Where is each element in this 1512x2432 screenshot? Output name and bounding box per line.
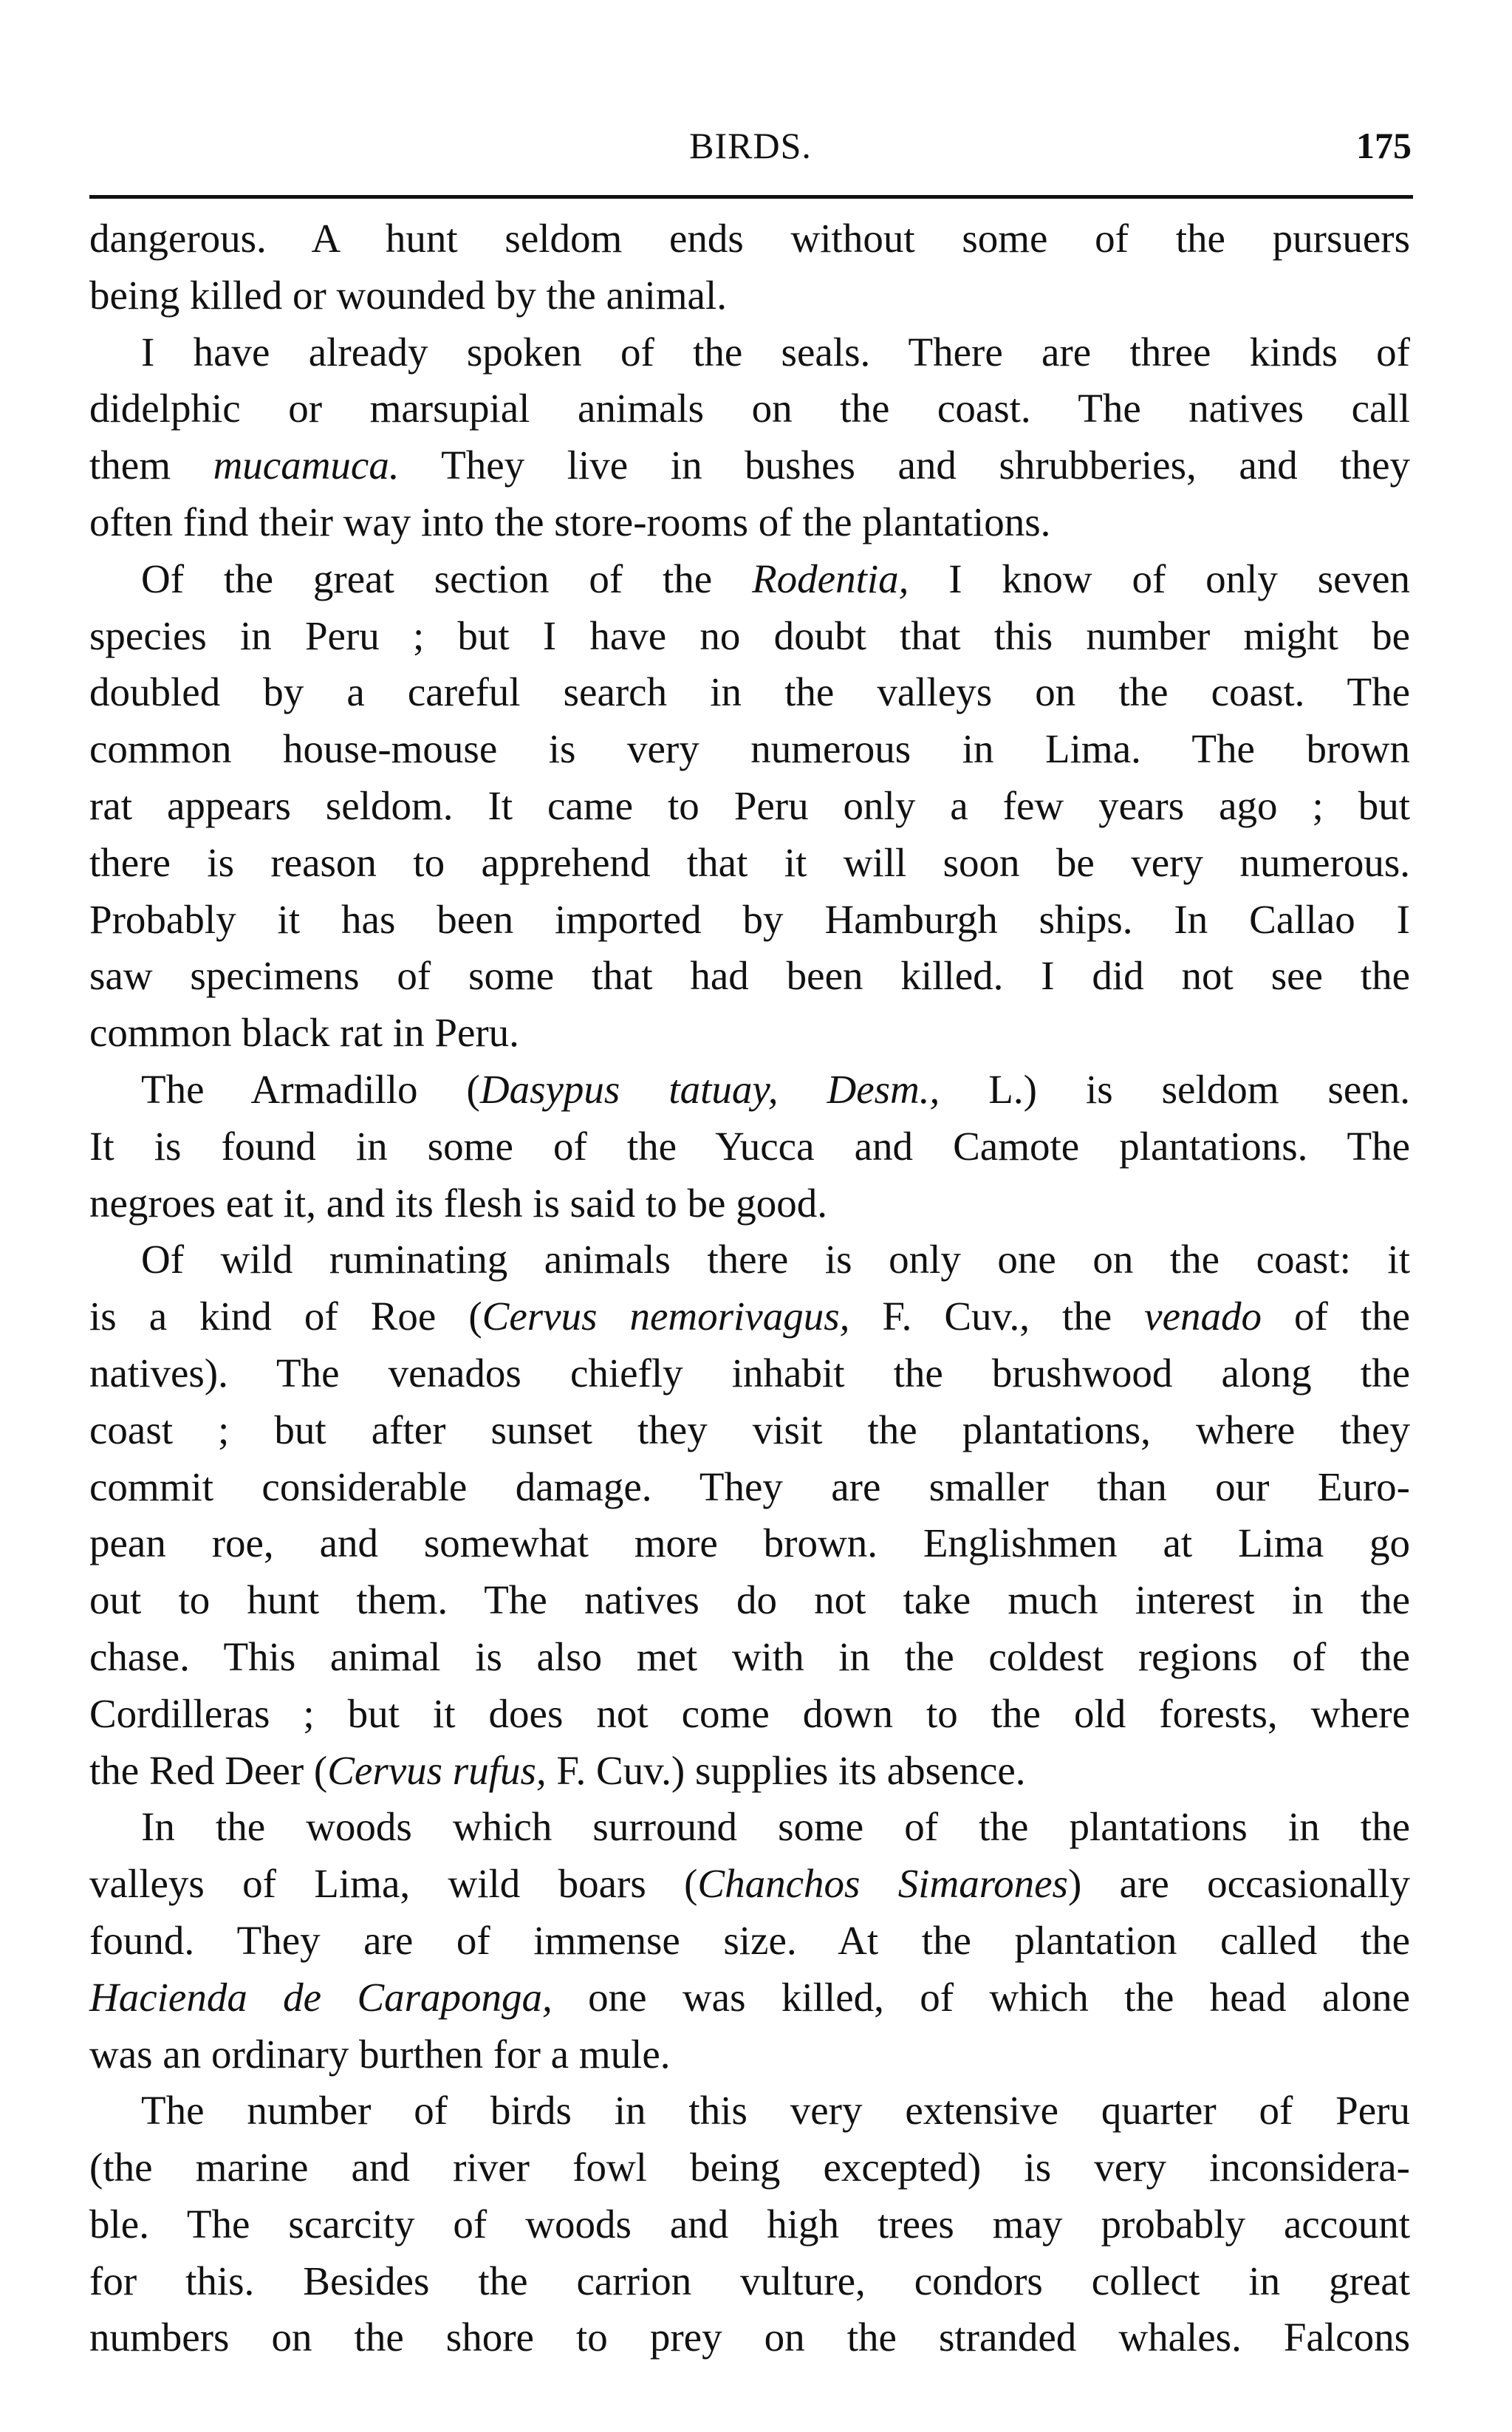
text-line (89, 664, 1410, 721)
text-line (89, 1913, 1410, 1970)
text-segment: common black rat in Peru. (89, 1010, 519, 1056)
text-segment: coast ; but after sunset they visit the plantations, where they (89, 1407, 1410, 1452)
text-line (89, 1743, 1410, 1800)
italic-text: Dasypus tatuay, Desm., (479, 1066, 940, 1112)
text-segment: common house-mouse is very numerous in Lima. The brown (89, 726, 1410, 772)
text-segment: rat appears seldom. It came to Peru only a few years ago ; but (89, 782, 1410, 828)
text-segment: found. They are of immense size. At the plantation called the (89, 1917, 1410, 1963)
text-segment: one was killed, of which the head alone (552, 1974, 1411, 2020)
text-line (89, 1118, 1410, 1175)
text-segment: often find their way into the store-rooms of the plantations. (89, 499, 1051, 544)
text-line (89, 380, 1410, 437)
text-line (89, 1062, 1410, 1118)
text-line (89, 1856, 1410, 1913)
text-segment: is a kind of Roe ( (89, 1294, 482, 1339)
text-segment: natives). The venados chiefly inhabit the brushwood along the (89, 1350, 1410, 1396)
text-segment: doubled by a careful search in the valleys on the coast. The (89, 669, 1410, 715)
text-segment: there is reason to apprehend that it will soon be very numerous. (89, 839, 1410, 885)
text-line (89, 1572, 1410, 1629)
italic-text: Hacienda de Caraponga, (89, 1974, 553, 2020)
text-line (89, 211, 1410, 267)
text-line (89, 2309, 1410, 2366)
text-line (89, 1629, 1410, 1686)
text-segment: commit considerable damage. They are smaller than our Euro- (89, 1463, 1410, 1509)
text-segment: them (89, 443, 213, 488)
italic-text: Chanchos Simarones (697, 1861, 1068, 1907)
text-line (89, 2026, 1410, 2083)
text-segment: (the marine and river fowl being excepted) is very inconsidera- (89, 2145, 1410, 2190)
text-segment: ) are occasionally (1067, 1861, 1410, 1907)
text-segment: didelphic or marsupial animals on the coast. The natives call (89, 386, 1410, 431)
text-line (89, 1345, 1410, 1402)
text-segment: for this. Besides the carrion vulture, condors collect in great (89, 2258, 1410, 2303)
italic-text: mucamuca. (213, 443, 400, 488)
text-line (89, 1515, 1410, 1572)
text-segment: the Red Deer ( (89, 1747, 328, 1793)
text-segment: I know of only seven (909, 556, 1411, 601)
page-number: 175 (1356, 125, 1412, 166)
text-line (89, 1799, 1410, 1856)
text-segment: Cordilleras ; but it does not come down to the old forests, where (89, 1690, 1410, 1736)
text-segment: In the woods which surround some of the plantations in the (141, 1804, 1410, 1850)
running-head-title: BIRDS. (689, 125, 812, 166)
text-line (89, 494, 1410, 551)
text-line (89, 1175, 1410, 1232)
text-segment: Of wild ruminating animals there is only one on the coast: it (141, 1237, 1410, 1282)
text-segment: chase. This animal is also met with in the coldest regions of the (89, 1633, 1410, 1679)
text-line (89, 2083, 1410, 2139)
text-segment: out to hunt them. The natives do not take much interest in the (89, 1577, 1410, 1623)
text-segment: valleys of Lima, wild boars ( (89, 1861, 698, 1907)
text-line (89, 551, 1410, 608)
text-line (89, 437, 1410, 494)
running-head (89, 124, 1412, 176)
text-line (89, 1288, 1410, 1345)
text-segment: F. Cuv.) supplies its absence. (546, 1747, 1026, 1793)
text-line (89, 835, 1410, 892)
text-segment: pean roe, and somewhat more brown. Englishmen at Lima go (89, 1520, 1410, 1566)
text-segment: F. Cuv., the (849, 1294, 1145, 1339)
text-segment: negroes eat it, and its flesh is said to be good. (89, 1180, 827, 1226)
text-segment: Probably it has been imported by Hamburgh ships. In Callao I (89, 896, 1410, 942)
text-line (89, 608, 1410, 665)
text-line (89, 2139, 1410, 2196)
text-line (89, 1970, 1410, 2026)
italic-text: Rodentia, (752, 556, 909, 601)
text-line (89, 267, 1410, 324)
text-line (89, 892, 1410, 949)
text-segment: was an ordinary burthen for a mule. (89, 2031, 671, 2077)
text-line (89, 324, 1410, 381)
text-segment: of the (1261, 1294, 1411, 1339)
italic-text: venado (1144, 1294, 1262, 1339)
text-line (89, 1459, 1410, 1516)
text-line (89, 1232, 1410, 1288)
text-line (89, 1402, 1410, 1459)
text-line (89, 721, 1410, 778)
text-segment: saw specimens of some that had been killed. I did not see the (89, 953, 1410, 999)
text-segment: The Armadillo ( (141, 1066, 480, 1112)
text-line (89, 778, 1410, 835)
text-segment: The number of birds in this very extensive quarter of Peru (141, 2088, 1410, 2134)
text-line (89, 1005, 1410, 1062)
text-segment: ble. The scarcity of woods and high trees may probably account (89, 2201, 1410, 2247)
text-line (89, 948, 1410, 1005)
italic-text: Cervus nemorivagus, (482, 1294, 850, 1339)
header-rule (89, 195, 1413, 199)
text-segment: I have already spoken of the seals. There are three kinds of (141, 329, 1410, 375)
text-line (89, 2196, 1410, 2253)
text-segment: species in Peru ; but I have no doubt that this number might be (89, 612, 1410, 658)
text-segment: being killed or wounded by the animal. (89, 272, 728, 318)
body-text (89, 211, 1410, 2366)
text-line (89, 2253, 1410, 2310)
text-segment: Of the great section of the (141, 556, 753, 601)
text-line (89, 1686, 1410, 1743)
text-segment: L.) is seldom seen. (940, 1066, 1411, 1112)
text-segment: It is found in some of the Yucca and Camote plantations. The (89, 1123, 1410, 1169)
italic-text: Cervus rufus, (327, 1747, 547, 1793)
text-segment: numbers on the shore to prey on the stranded whales. Falcons (89, 2315, 1410, 2360)
text-segment: dangerous. A hunt seldom ends without some of the pursuers (89, 216, 1410, 261)
text-segment: They live in bushes and shrubberies, and they (399, 443, 1410, 488)
